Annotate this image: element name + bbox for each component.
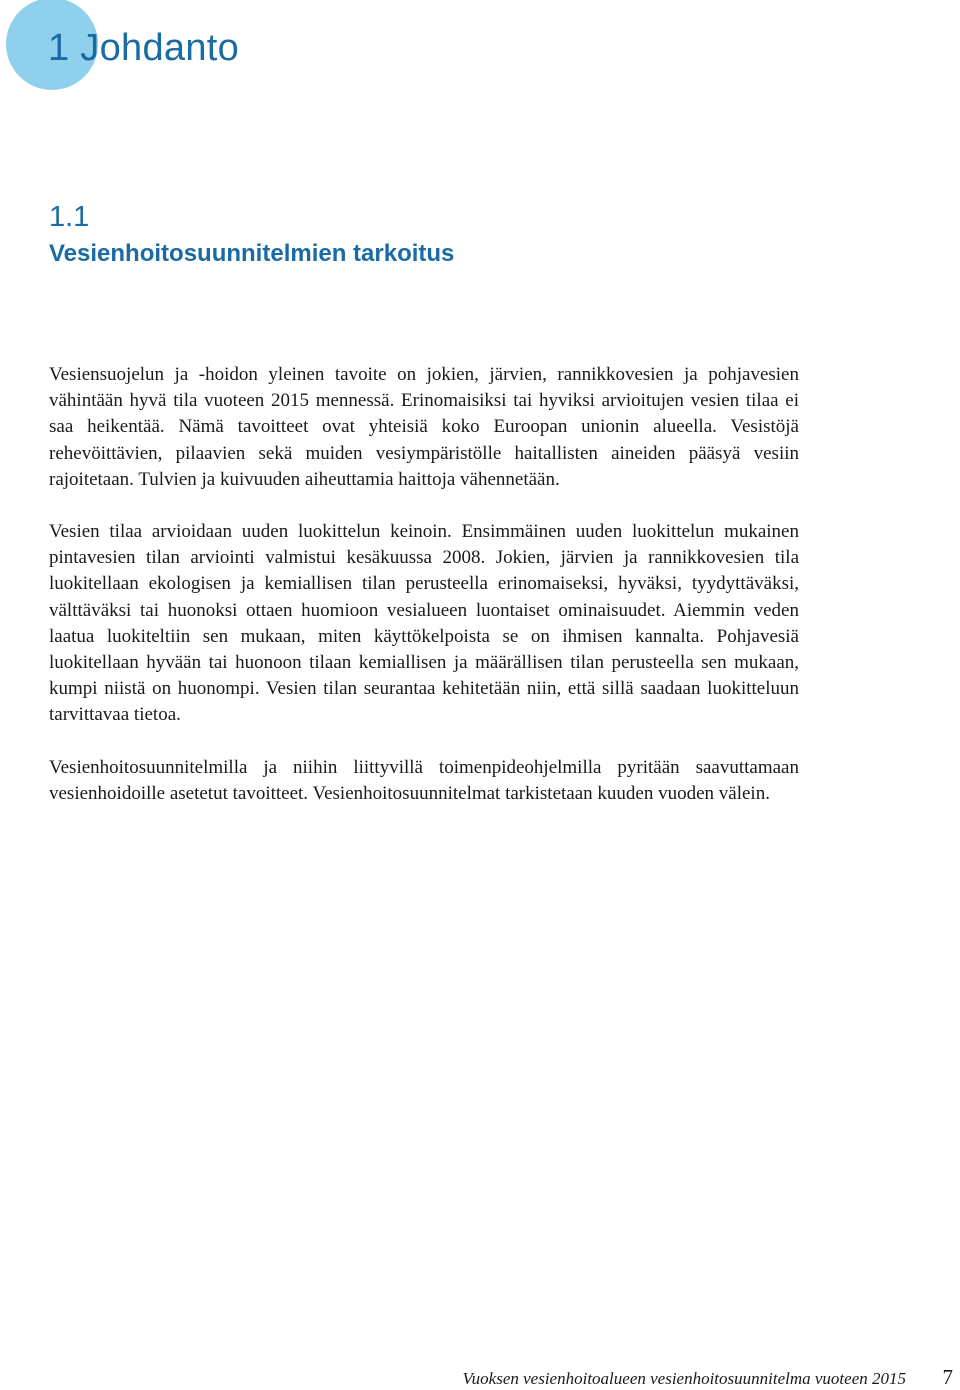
page-footer: [0, 1366, 960, 1390]
section-title: Vesienhoitosuunnitelmien tarkoitus: [49, 240, 455, 267]
body-text: [49, 362, 799, 833]
paragraph: Vesienhoitosuunnitelmilla ja niihin liittyvillä toimenpideohjelmilla pyritään saavuttamaan vesienhoidoille asetetut tavoitteet. Vesienhoitosuunnitelmat tarkistetaan kuuden vuoden välein.: [49, 756, 799, 804]
paragraph: Vesiensuojelun ja -hoidon yleinen tavoite on jokien, järvien, rannikkovesien ja pohjavesien vähintään hyvä tila vuoteen 2015 mennessä. Erinomaisiksi tai hyviksi arvioitujen vesien tilaa ei saa heikentää. Nämä tavoitteet ovat yhteisiä koko Euroopan unionin alueella. Vesistöjä rehevöittävien, pilaavien sekä muiden vesiympäristölle haitallisten aineiden pääsyä vesiin rajoitetaan. Tulvien ja kuivuuden aiheuttamia haittoja vähennetään.: [49, 364, 799, 490]
page-number: 7: [942, 1365, 953, 1389]
footer-publication-title: Vuoksen vesienhoitoalueen vesienhoitosuunnitelma vuoteen 2015: [462, 1369, 906, 1388]
chapter-title: 1 Johdanto: [48, 27, 240, 69]
section-number: 1.1: [49, 201, 90, 233]
paragraph: Vesien tilaa arvioidaan uuden luokittelun keinoin. Ensimmäinen uuden luokittelun mukainen pintavesien tilan arviointi valmistui kesäkuussa 2008. Jokien, järvien ja rannikkovesien tila luokitellaan ekologisen ja kemiallisen tilan perusteella erinomaiseksi, hyväksi, tyydyttäväksi, välttäväksi tai huonoksi ottaen huomioon vesialueen luontaiset ominaisuudet. Aiemmin veden laatua luokiteltiin sen mukaan, miten käyttökelpoista se on ihmisen kannalta. Pohjavesiä luokitellaan hyvään tai huonoon tilaan kemiallisen ja määrällisen tilan perusteella sen mukaan, kumpi niistä on huonompi. Vesien tilan seurantaa kehitetään niin, että sillä saadaan luokitteluun tarvittavaa tietoa.: [49, 521, 799, 726]
